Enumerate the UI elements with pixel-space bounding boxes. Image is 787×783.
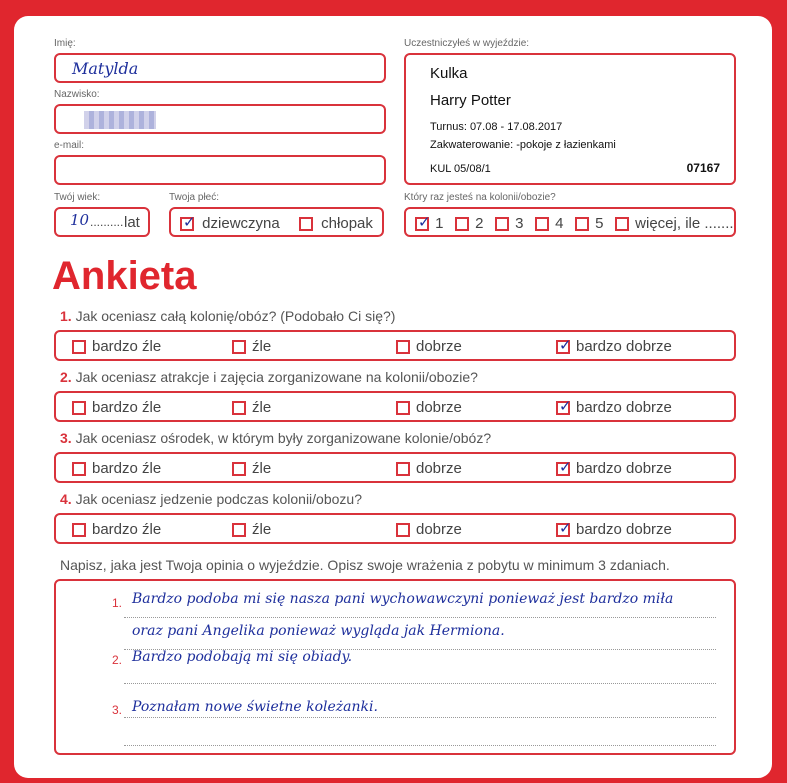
question-1-text [60, 308, 395, 324]
age-label: Twój wiek: [54, 192, 101, 203]
opinion-line-2: oraz pani Angelika ponieważ wygląda jak Hermiona. [132, 623, 505, 639]
answer-label: bardzo dobrze [576, 460, 672, 477]
checkbox-times-5[interactable] [575, 217, 589, 231]
question-4-text [60, 491, 362, 507]
answer-label: bardzo dobrze [576, 399, 672, 416]
times-option-2[interactable] [455, 215, 484, 232]
name-field[interactable] [54, 53, 386, 83]
question-3-answers [54, 452, 736, 483]
surname-label: Nazwisko: [54, 89, 100, 100]
dotted-line [124, 745, 716, 746]
question-4-answers [54, 513, 736, 544]
opinion-number-3: 3. [112, 703, 123, 717]
answer-label: źle [252, 521, 272, 538]
question-label: Jak oceniasz całą kolonię/obóz? (Podobało Ci się?) [75, 308, 396, 324]
question-number: 4. [60, 491, 72, 507]
answer-checkbox[interactable] [232, 340, 246, 354]
question-number: 2. [60, 369, 72, 385]
gender-option-girl[interactable] [180, 215, 280, 232]
opinion-box[interactable] [54, 579, 736, 755]
answer-checkbox[interactable] [556, 397, 572, 416]
answer-label: źle [252, 338, 272, 355]
answer-label: bardzo źle [92, 460, 162, 477]
trip-turnus: Turnus: 07.08 - 17.08.2017 [430, 121, 563, 133]
name-value: Matylda [72, 59, 139, 78]
dotted-line [124, 717, 716, 718]
check-mark-icon: ✓ [559, 397, 572, 416]
question-1-answers [54, 330, 736, 361]
check-mark-icon: ✓ [183, 213, 196, 232]
answer-option[interactable] [72, 338, 161, 355]
answer-option[interactable] [396, 460, 462, 477]
opinion-line-4: Poznałam nowe świetne koleżanki. [132, 699, 378, 715]
times-option-more[interactable] [615, 215, 734, 232]
answer-checkbox[interactable] [232, 523, 246, 537]
times-option-3[interactable] [495, 215, 524, 232]
trip-code: KUL 05/08/1 [430, 163, 491, 175]
trip-number: 07167 [686, 161, 720, 175]
answer-checkbox[interactable] [72, 340, 86, 354]
question-2-text [60, 369, 478, 385]
answer-label: źle [252, 399, 272, 416]
survey-sheet [14, 16, 772, 778]
answer-label: bardzo źle [92, 521, 162, 538]
times-option-5[interactable] [575, 215, 604, 232]
question-label: Jak oceniasz atrakcje i zajęcia zorganizowane na kolonii/obozie? [75, 369, 478, 385]
answer-label: dobrze [416, 399, 462, 416]
gender-option-boy[interactable] [299, 215, 373, 232]
check-mark-icon: ✓ [559, 336, 572, 355]
answer-checkbox[interactable] [232, 401, 246, 415]
question-2-answers [54, 391, 736, 422]
age-dots: .......... [90, 215, 124, 229]
answer-option[interactable] [232, 399, 271, 416]
answer-label: źle [252, 460, 272, 477]
question-label: Jak oceniasz ośrodek, w którym były zorganizowane kolonie/obóz? [75, 430, 492, 446]
times-option-label: 2 [475, 215, 484, 232]
check-mark-icon: ✓ [418, 213, 431, 232]
answer-label: bardzo źle [92, 338, 162, 355]
age-unit: lat [124, 214, 140, 231]
answer-option[interactable] [72, 460, 161, 477]
times-option-label: 5 [595, 215, 604, 232]
answer-checkbox[interactable] [72, 401, 86, 415]
answer-option[interactable] [396, 338, 462, 355]
answer-checkbox[interactable] [556, 519, 572, 538]
times-option-label: 1 [435, 215, 444, 232]
answer-option[interactable] [232, 460, 271, 477]
survey-title: Ankieta [52, 254, 197, 298]
answer-checkbox[interactable] [232, 462, 246, 476]
gender-girl-label: dziewczyna [202, 215, 280, 232]
answer-option[interactable] [556, 399, 672, 416]
answer-checkbox[interactable] [72, 523, 86, 537]
opinion-prompt: Napisz, jaka jest Twoja opinia o wyjeździe. Opisz swoje wrażenia z pobytu w minimum 3 zdaniach. [60, 557, 670, 573]
trip-line2: Harry Potter [430, 92, 511, 109]
checkbox-girl[interactable] [180, 213, 196, 232]
surname-field[interactable] [54, 104, 386, 134]
answer-option[interactable] [556, 338, 672, 355]
opinion-line-1: Bardzo podoba mi się nasza pani wychowawczyni ponieważ jest bardzo miła [132, 591, 674, 607]
answer-option[interactable] [556, 460, 672, 477]
question-number: 1. [60, 308, 72, 324]
checkbox-times-3[interactable] [495, 217, 509, 231]
answer-checkbox[interactable] [396, 401, 410, 415]
times-option-4[interactable] [535, 215, 564, 232]
answer-option[interactable] [232, 521, 271, 538]
answer-label: bardzo źle [92, 399, 162, 416]
answer-checkbox[interactable] [396, 523, 410, 537]
checkbox-times-more[interactable] [615, 217, 629, 231]
email-label: e-mail: [54, 140, 85, 151]
times-field [404, 207, 736, 237]
checkbox-boy[interactable] [299, 217, 313, 231]
answer-label: dobrze [416, 521, 462, 538]
opinion-number-1: 1. [112, 596, 123, 610]
question-label: Jak oceniasz jedzenie podczas kolonii/obozu? [75, 491, 362, 507]
email-field[interactable] [54, 155, 386, 185]
answer-label: dobrze [416, 338, 462, 355]
trip-label: Uczestniczyłeś w wyjeździe: [404, 38, 530, 49]
check-mark-icon: ✓ [559, 519, 572, 538]
answer-option[interactable] [396, 521, 462, 538]
answer-label: bardzo dobrze [576, 521, 672, 538]
gender-label: Twoja płeć: [169, 192, 220, 203]
answer-checkbox[interactable] [396, 340, 410, 354]
trip-line1: Kulka [430, 65, 468, 82]
name-label: Imię: [54, 38, 76, 49]
gender-field [169, 207, 384, 237]
age-value: 10 [70, 211, 90, 229]
answer-checkbox[interactable] [72, 462, 86, 476]
answer-option[interactable] [72, 399, 161, 416]
opinion-number-2: 2. [112, 653, 123, 667]
checkbox-times-2[interactable] [455, 217, 469, 231]
times-option-label: więcej, ile ....... [635, 215, 734, 232]
check-mark-icon: ✓ [559, 458, 572, 477]
answer-option[interactable] [72, 521, 161, 538]
age-field[interactable] [54, 207, 150, 237]
times-option-label: 4 [555, 215, 564, 232]
answer-checkbox[interactable] [556, 458, 572, 477]
times-option-1[interactable] [415, 215, 444, 232]
trip-zakwaterowanie: Zakwaterowanie: -pokoje z łazienkami [430, 139, 616, 151]
checkbox-times-1[interactable] [415, 213, 431, 232]
question-number: 3. [60, 430, 72, 446]
answer-option[interactable] [396, 399, 462, 416]
answer-option[interactable] [556, 521, 672, 538]
answer-label: bardzo dobrze [576, 338, 672, 355]
question-3-text [60, 430, 491, 446]
checkbox-times-4[interactable] [535, 217, 549, 231]
times-option-label: 3 [515, 215, 524, 232]
redacted-surname [84, 111, 156, 129]
answer-label: dobrze [416, 460, 462, 477]
trip-box [404, 53, 736, 185]
times-label: Który raz jesteś na kolonii/obozie? [404, 192, 556, 203]
answer-checkbox[interactable] [556, 336, 572, 355]
answer-checkbox[interactable] [396, 462, 410, 476]
opinion-line-3: Bardzo podobają mi się obiady. [132, 649, 353, 665]
dotted-line [124, 617, 716, 618]
answer-option[interactable] [232, 338, 271, 355]
gender-boy-label: chłopak [321, 215, 373, 232]
dotted-line [124, 683, 716, 684]
